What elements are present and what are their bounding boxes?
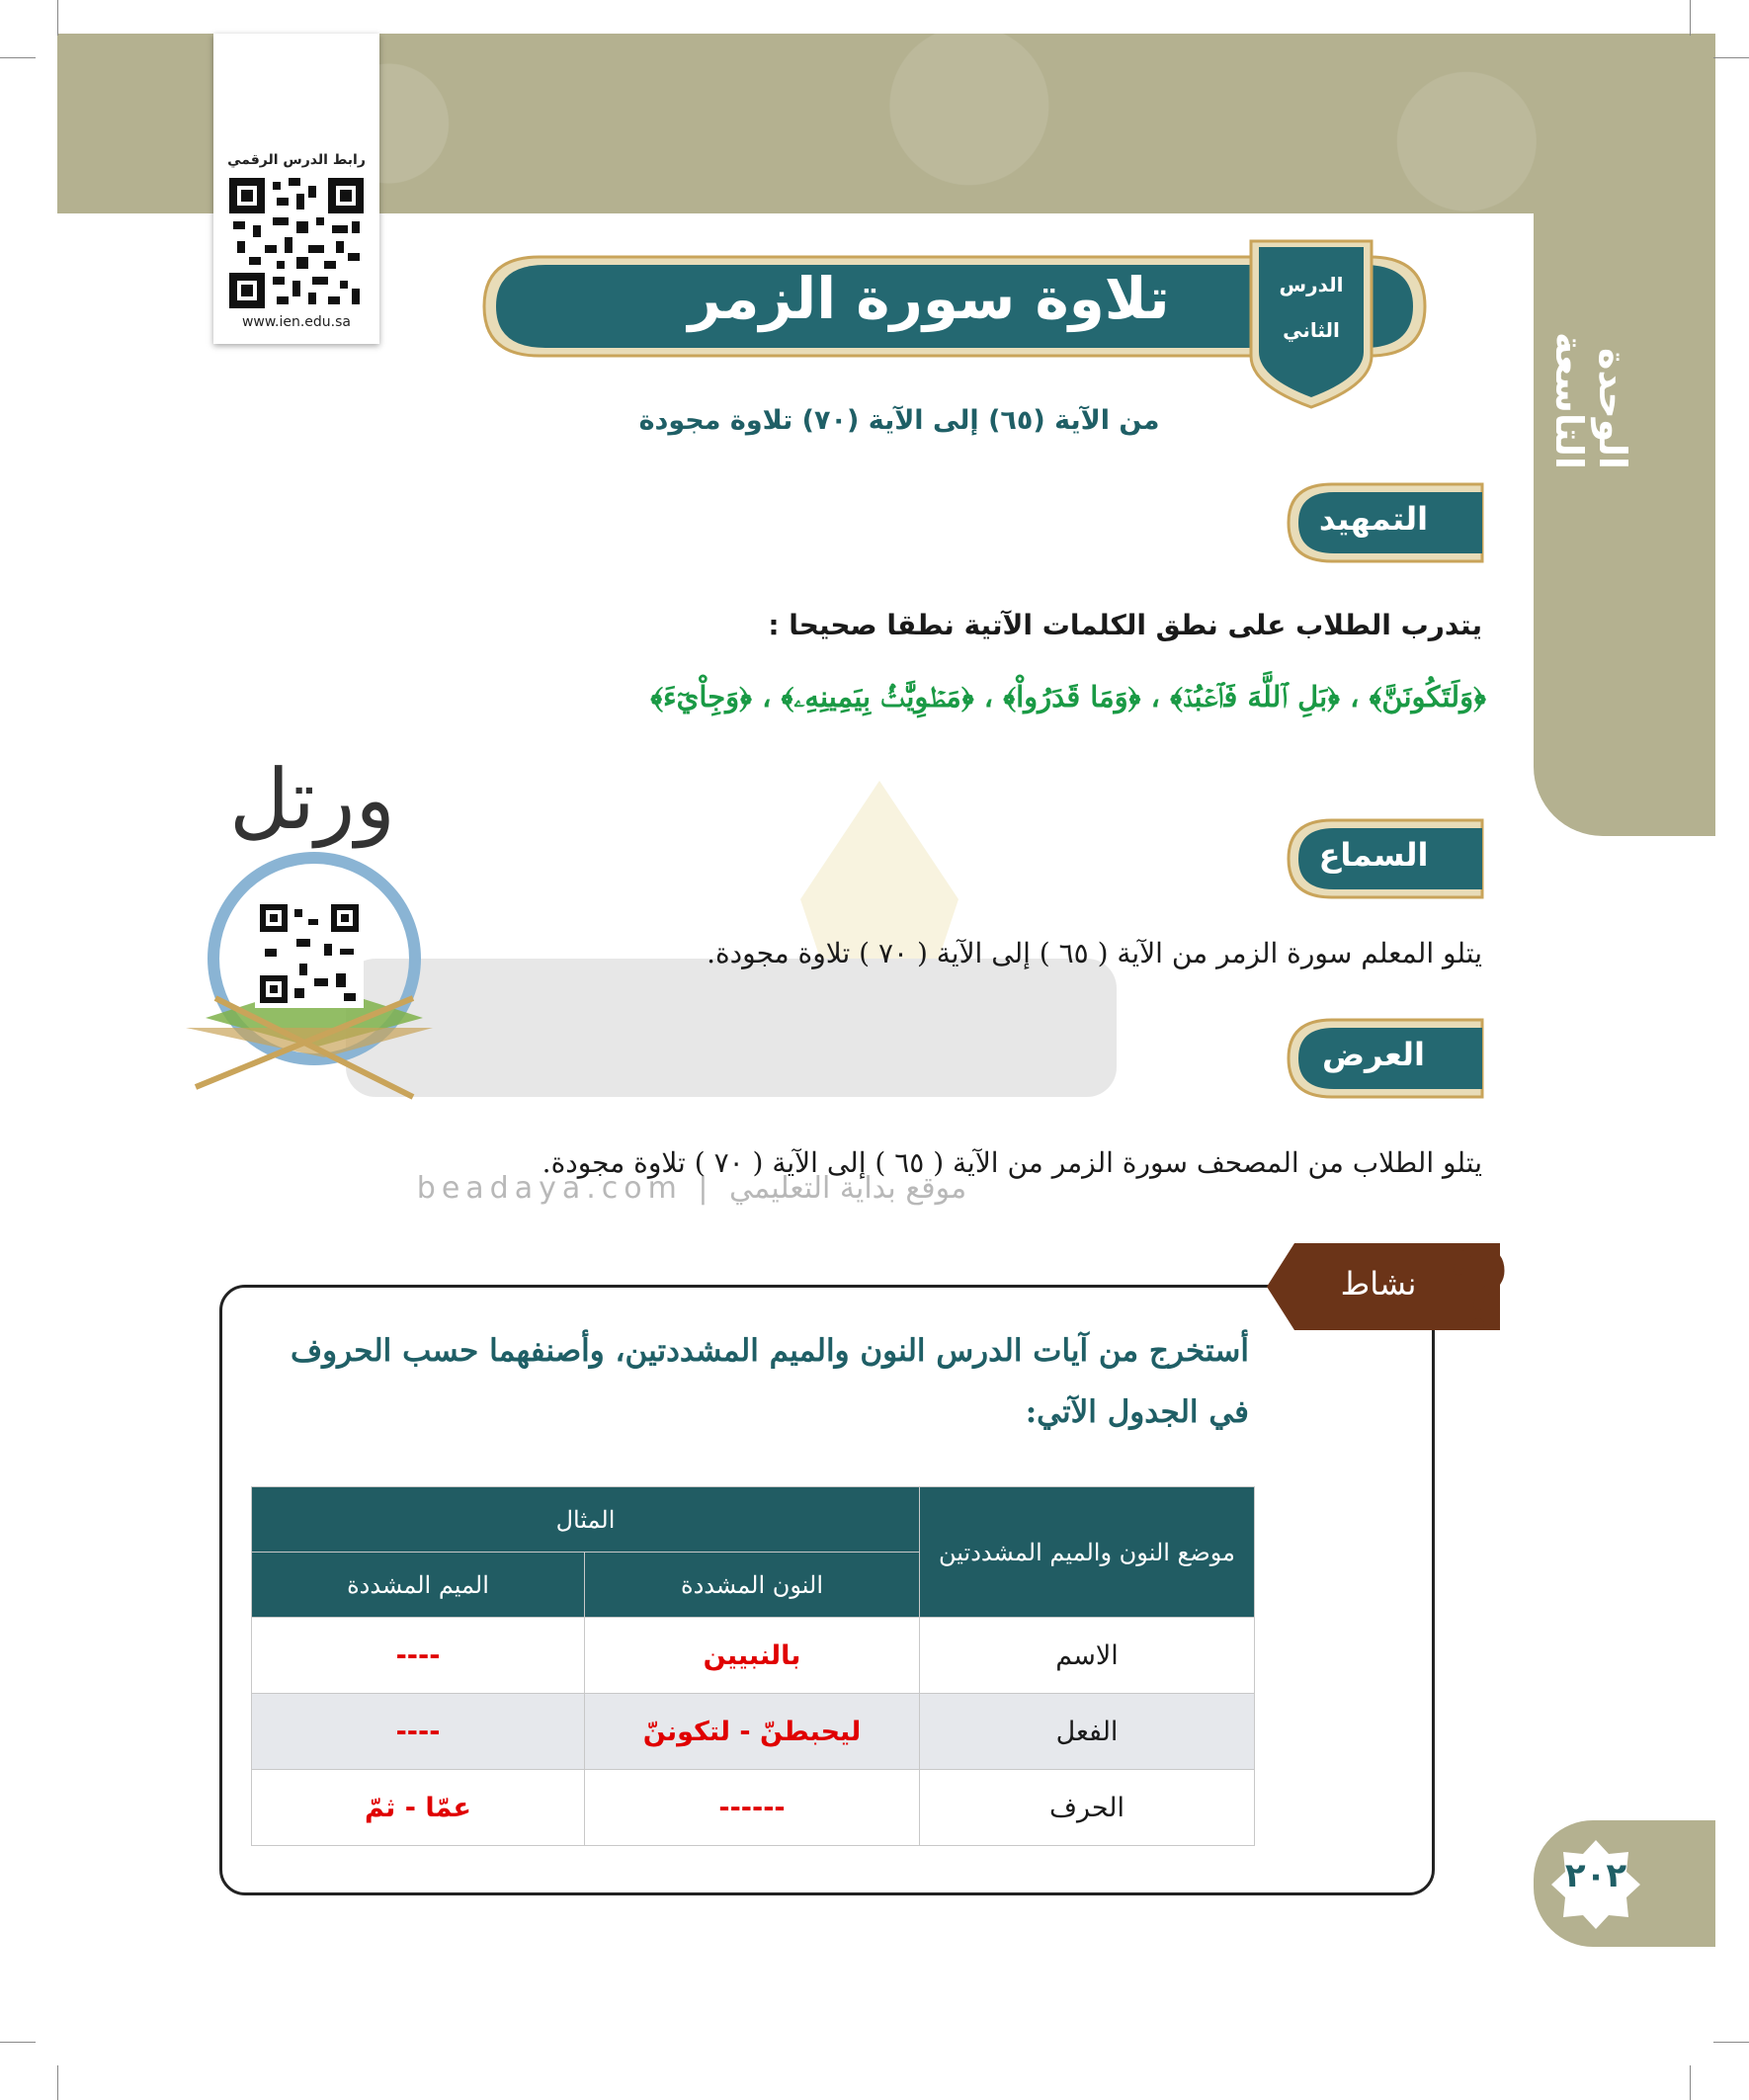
page-title: تلاوة سورة الزمر: [688, 265, 1170, 332]
header-noon: النون المشددة: [585, 1553, 920, 1618]
qr-url[interactable]: www.ien.edu.sa: [241, 314, 352, 330]
section-title-intro: التمهيد: [1318, 500, 1429, 538]
watermark-text: beadaya.com | موقع بداية التعليمي: [416, 1171, 967, 1206]
table-row: [252, 1618, 1255, 1694]
crop-mark: [57, 2065, 58, 2100]
rattil-logo-text: ورتل: [228, 751, 396, 848]
crop-mark: [1690, 0, 1691, 36]
row-position: الفعل: [920, 1694, 1255, 1770]
row-position: الاسم: [920, 1618, 1255, 1694]
listening-text: يتلو المعلم سورة الزمر من الآية ( ٦٥ ) إلى الآية ( ٧٠ ) تلاوة مجودة.: [707, 937, 1482, 969]
intro-text: يتدرب الطلاب على نطق الكلمات الآتية نطقا صحيحا :: [768, 609, 1482, 641]
lesson-badge-line1: الدرس: [1279, 273, 1344, 296]
qr-title: رابط الدرس الرقمي: [227, 152, 366, 168]
row-meem: ----: [252, 1694, 585, 1770]
crop-mark: [1713, 57, 1749, 58]
crop-mark: [1690, 2065, 1691, 2100]
classification-table: [251, 1486, 1255, 1846]
presentation-text: يتلو الطلاب من المصحف سورة الزمر من الآية ( ٦٥ ) إلى الآية ( ٧٠ ) تلاوة مجودة.: [541, 1146, 1482, 1179]
crop-mark: [57, 0, 58, 36]
activity-prompt: أستخرج من آيات الدرس النون والميم المشددتين، وأصنفهما حسب الحروف في الجدول الآتي:: [291, 1333, 1249, 1430]
row-meem: عمّا - ثمّ: [252, 1770, 585, 1846]
question-mark-icon: [1451, 1247, 1506, 1334]
header-meem: الميم المشددة: [252, 1553, 585, 1618]
row-noon: بالنبيين: [585, 1618, 920, 1694]
table-row: [252, 1770, 1255, 1846]
header-position: موضع النون والميم المشددتين: [920, 1487, 1255, 1618]
page-number: ٢٠٢: [1564, 1856, 1627, 1895]
row-noon: ------: [585, 1770, 920, 1846]
pronunciation-words: ﴿وَلَتَكُونَنَّ﴾ ، ﴿بَلِ ٱللَّهَ فَٱعۡبُدۡ﴾ ، ﴿وَمَا قَدَرُواْ﴾ ، ﴿مَطۡوِيَّٰتُۢ بِيَمِينِهِۦ﴾ ، ﴿وَجِاْيٓءَ﴾: [650, 680, 1486, 714]
crop-mark: [0, 2042, 36, 2043]
page-subtitle: من الآية (٦٥) إلى الآية (٧٠) تلاوة مجودة: [638, 405, 1160, 436]
header-example: المثال: [252, 1487, 920, 1553]
section-title-listening: السماع: [1318, 836, 1429, 874]
crop-mark: [1713, 2042, 1749, 2043]
unit-label: الوحدة التاسعة: [1547, 332, 1634, 469]
section-title-presentation: العرض: [1322, 1036, 1425, 1073]
lesson-badge-line2: الثاني: [1283, 318, 1340, 342]
qr-code-icon[interactable]: [229, 178, 364, 308]
crop-mark: [0, 57, 36, 58]
row-noon: ليحبطنّ - لتكوننّ: [585, 1694, 920, 1770]
row-meem: ----: [252, 1618, 585, 1694]
row-position: الحرف: [920, 1770, 1255, 1846]
table-row: [252, 1694, 1255, 1770]
activity-tag-label: نشاط: [1340, 1265, 1417, 1302]
